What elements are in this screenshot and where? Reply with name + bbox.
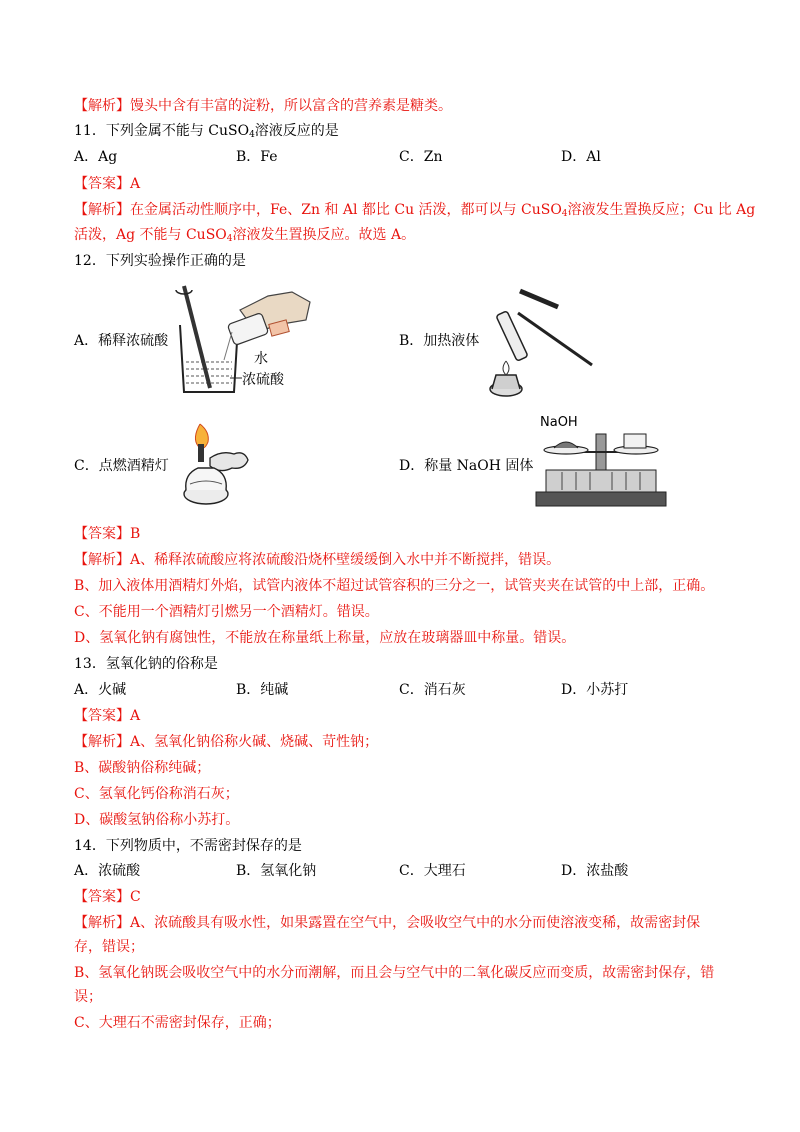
label-naoh: NaOH [540, 415, 578, 430]
q12-option-b: B．加热液体 [399, 333, 480, 349]
q12-answer: 【答案】B [74, 526, 141, 542]
q12-option-c: C．点燃酒精灯 [74, 458, 169, 474]
figure-heat-liquid [480, 283, 600, 403]
q11-analysis-line1: 【解析】在金属活动性顺序中，Fe、Zn 和 Al 都比 Cu 活泼，都可以与 CuSO$_4$溶液发生置换反应；Cu 比 Ag [74, 202, 756, 219]
q11-option-b: B．Fe [236, 149, 278, 165]
q14-analysis-line4: 误； [74, 989, 102, 1005]
q14-analysis-line3: B、氢氧化钠既会吸收空气中的水分而潮解，而且会与空气中的二氧化碳反应而变质，故需密封保存，错 [74, 965, 715, 981]
q12-analysis-line4: D、氢氧化钠有腐蚀性，不能放在称量纸上称量，应放在玻璃器皿中称量。错误。 [74, 630, 576, 646]
q14-option-c: C．大理石 [399, 863, 466, 879]
q11-option-d: D．Al [561, 149, 601, 165]
q13-analysis-line1: 【解析】A、氢氧化钠俗称火碱、烧碱、苛性钠； [74, 734, 379, 750]
q12-option-d: D．称量 NaOH 固体 [399, 458, 534, 474]
q14-analysis-line5: C、大理石不需密封保存，正确； [74, 1015, 281, 1031]
q13-option-c: C．消石灰 [399, 682, 466, 698]
q13-analysis-line4: D、碳酸氢钠俗称小苏打。 [74, 812, 240, 828]
q11-stem: 11．下列金属不能与 CuSO$_4$溶液反应的是 [74, 123, 339, 140]
q11-analysis-line2: 活泼，Ag 不能与 CuSO$_4$溶液发生置换反应。故选 A。 [74, 227, 416, 244]
q14-answer: 【答案】C [74, 889, 141, 905]
figure-light-lamp [178, 420, 258, 510]
label-water: 水 [254, 351, 268, 367]
q14-option-b: B．氢氧化钠 [236, 863, 317, 879]
q14-stem: 14．下列物质中，不需密封保存的是 [74, 838, 302, 854]
q13-analysis-line2: B、碳酸钠俗称纯碱； [74, 760, 211, 776]
figure-weigh-naoh [532, 410, 670, 510]
q14-analysis-line2: 存，错误； [74, 939, 144, 955]
q12-analysis-line2: B、加入液体用酒精灯外焰，试管内液体不超过试管容积的三分之一，试管夹夹在试管的中上部，正确。 [74, 578, 715, 594]
q12-analysis-line1: 【解析】A、稀释浓硫酸应将浓硫酸沿烧杯壁缓缓倒入水中并不断搅拌，错误。 [74, 552, 561, 568]
q12-option-a: A．稀释浓硫酸 [74, 333, 169, 349]
q13-stem: 13．氢氧化钠的俗称是 [74, 656, 218, 672]
q11-option-c: C．Zn [399, 149, 443, 165]
q10-analysis: 【解析】馒头中含有丰富的淀粉，所以富含的营养素是糖类。 [74, 98, 452, 114]
label-conc-acid: 浓硫酸 [242, 372, 284, 388]
q14-analysis-line1: 【解析】A、浓硫酸具有吸水性，如果露置在空气中，会吸收空气中的水分而使溶液变稀，故需密封保 [74, 915, 701, 931]
q11-answer: 【答案】A [74, 176, 141, 192]
q12-analysis-line3: C、不能用一个酒精灯引燃另一个酒精灯。错误。 [74, 604, 379, 620]
q14-option-a: A．浓硫酸 [74, 863, 141, 879]
q11-option-a: A．Ag [74, 149, 118, 165]
q13-option-b: B．纯碱 [236, 682, 289, 698]
q13-option-a: A．火碱 [74, 682, 127, 698]
q13-option-d: D．小苏打 [561, 682, 629, 698]
q14-option-d: D．浓盐酸 [561, 863, 629, 879]
q13-answer: 【答案】A [74, 708, 141, 724]
q12-stem: 12．下列实验操作正确的是 [74, 253, 246, 269]
q13-analysis-line3: C、氢氧化钙俗称消石灰； [74, 786, 239, 802]
figure-dilute-acid [170, 280, 320, 400]
